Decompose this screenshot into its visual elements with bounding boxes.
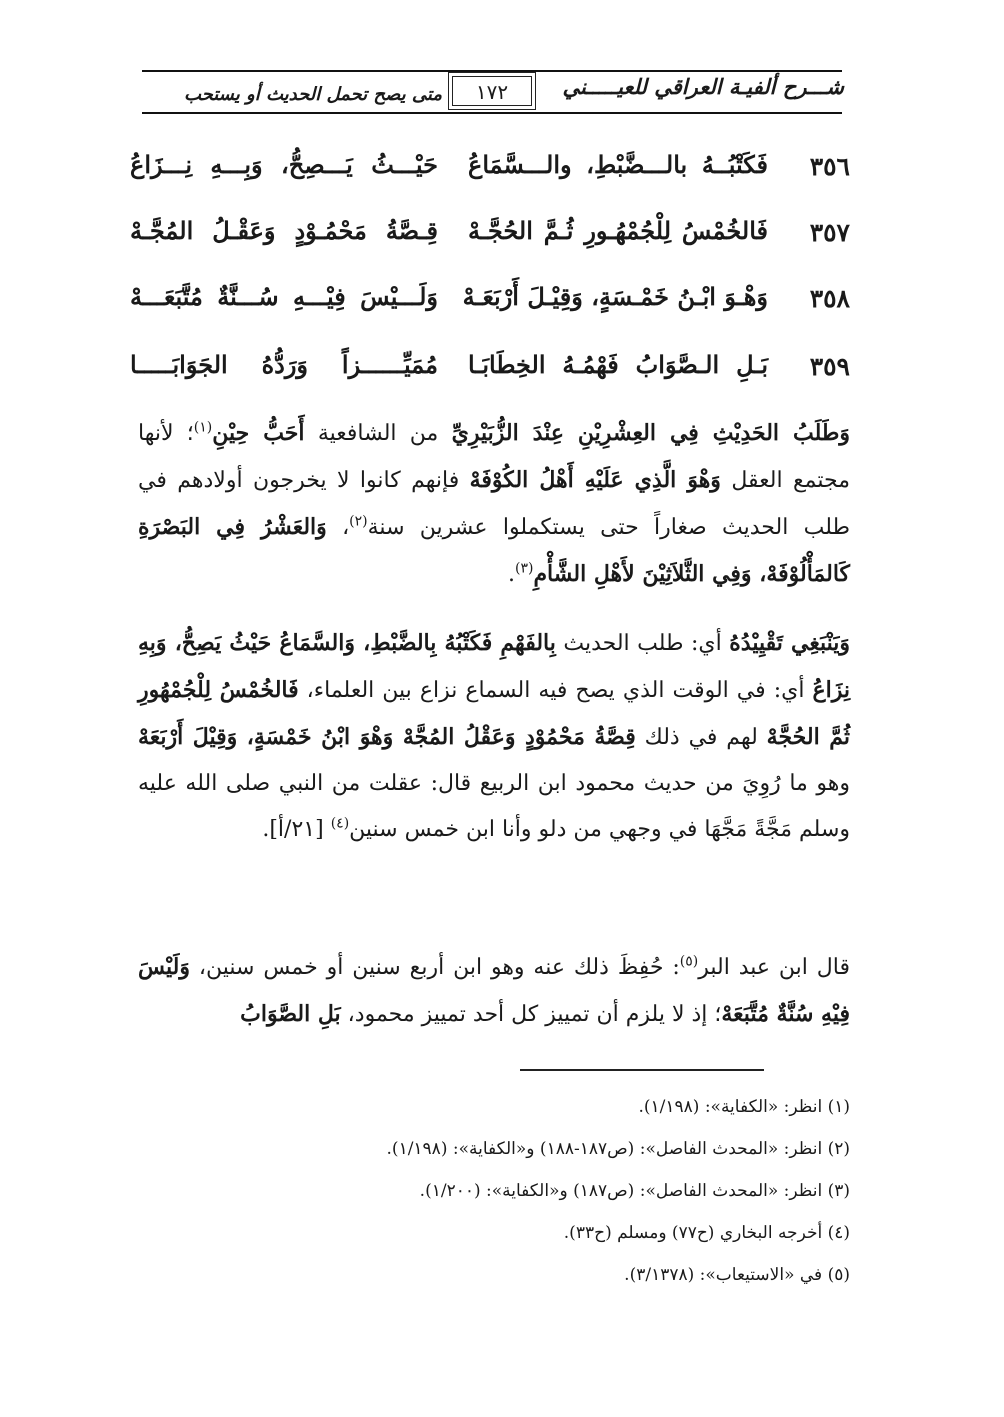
- commentary-paragraph-3: [138, 944, 850, 1038]
- commentary-text: وهو ما رُوِيَ من حديث محمود ابن الربيع قال: عقلت من النبي صلى الله عليه وسلم مَجَّةً مَجَّهَا في وجهي من دلو وأنا ابن خمس سنين: [138, 771, 850, 842]
- commentary-text: ؛ لأنها مجتمع العقل: [138, 421, 851, 493]
- footnote-separator: [520, 1069, 764, 1071]
- footnote-2: (٢) انظر: «المحدث الفاصل»: (ص١٨٧-١٨٨) و«الكفاية»: (١/١٩٨).: [386, 1139, 850, 1159]
- footnote-marker: (٥): [679, 953, 699, 970]
- verse-first-hemistich: فَكَتْبُــهُ بالـــضَّبْطِ، والـــسَّمَاعُ: [468, 150, 768, 179]
- commentary-text: : حُفِظَ ذلك عنه وهو ابن أربع سنين أو خمس سنين،: [190, 955, 680, 980]
- commentary-text: ؛ إذ لا يلزم أن تمييز كل أحد تمييز محمود،: [340, 1002, 722, 1027]
- chapter-title: متى يصح تحمل الحديث أو يستحب: [183, 84, 442, 105]
- commentary-text: ،: [326, 515, 350, 540]
- footnote-1: (١) انظر: «الكفاية»: (١/١٩٨).: [638, 1097, 850, 1117]
- verse-first-hemistich: فَالخُمْسُ لِلْجُمْهُـورِ ثُـمَّ الحُجَّـهْ: [468, 216, 768, 245]
- verse-first-hemistich: بَـلِ الـصَّوَابُ فَهْمُـهُ الخِطَابَـا: [468, 350, 768, 379]
- commentary-paragraph-2: [138, 620, 850, 853]
- footnote-marker: (٢): [349, 513, 368, 530]
- verse-number: ٣٥٦: [809, 152, 850, 181]
- quoted-verse: بَلِ الصَّوَابُ: [240, 1001, 341, 1027]
- quoted-verse: وَلَيْسَ فِيْهِ سُنَّةٌ مُتَّبَعَهْ: [138, 954, 850, 1027]
- commentary-text: لهم في ذلك: [635, 725, 767, 750]
- commentary-text: أي: طلب الحديث: [555, 631, 730, 656]
- verse-line: [130, 344, 850, 394]
- quoted-verse: وَيَنْبَغِي تَقْيِيْدُهُ: [729, 630, 851, 656]
- verse-second-hemistich: مُمَيِّــــــزاً وَرَدُّهُ الجَوَابَـــــا: [130, 350, 438, 379]
- verse-line: [130, 144, 850, 194]
- quoted-verse: أَحَبُّ حِيْنِ: [212, 420, 305, 446]
- quoted-verse: بِالفَهْمِ فَكَتْبُهُ بِالضَّبْطِ، وَالسَّمَاعُ حَيْثُ يَصِحُّ، وَبِهِ نِزَاعُ: [138, 630, 850, 703]
- verse-number: ٣٥٧: [809, 218, 850, 247]
- quoted-verse: وَطَلَبُ الحَدِيْثِ فِي العِشْرِيْنِ عِنْدَ الزُّبَيْرِيِّ: [451, 420, 851, 446]
- verse-second-hemistich: وَلَـــيْسَ فِيْـــهِ سُـــنَّةٌ مُتَّبَعَـــهْ: [130, 282, 438, 311]
- quoted-verse: قِصَّةُ مَحْمُوْدٍ وَعَقْلُ المُجَّهْ وَهْوَ ابْنُ خَمْسَةٍ، وَقِيْلَ أَرْبَعَهْ: [138, 724, 636, 750]
- quoted-verse: وَالعَشْرُ فِي البَصْرَةِ كَالمَأْلُوْفَهْ، وَفِي الثَّلاَثِيْنَ لأَهْلِ الشَّأْمِ: [138, 514, 850, 587]
- verse-number: ٣٥٩: [809, 352, 850, 381]
- verse-number: ٣٥٨: [809, 284, 850, 313]
- commentary-paragraph-1: [138, 410, 850, 598]
- footnote-marker: (٤): [330, 815, 350, 832]
- verse-first-hemistich: وَهْـوَ ابْـنُ خَمْـسَةٍ، وَقِيْـلَ أَرْبَعَـهْ: [462, 282, 768, 311]
- commentary-text: أي: في الوقت الذي يصح فيه السماع نزاع بين العلماء،: [298, 678, 813, 703]
- footnote-4: (٤) أخرجه البخاري (ح٧٧) ومسلم (ح٣٣).: [563, 1223, 850, 1243]
- verse-line: [130, 276, 850, 326]
- quoted-verse: وَهْوَ الَّذِي عَلَيْهِ أَهْلُ الكُوْفَهْ: [469, 467, 721, 493]
- verse-second-hemistich: قِـصَّةُ مَحْمُـوْدٍ وَعَقْـلُ المُجَّـهْ: [130, 216, 438, 245]
- verse-line: [130, 210, 850, 260]
- header-rule-bottom: [142, 112, 842, 114]
- book-title: شـــرح ألفيـة العراقي للعيـــــني: [562, 74, 844, 99]
- footnote-5: (٥) في «الاستيعاب»: (٣/١٣٧٨).: [624, 1265, 850, 1285]
- commentary-text: قال ابن عبد البر: [698, 955, 850, 980]
- commentary-text: فإنهم كانوا لا يخرجون أولادهم في طلب الحديث صغاراً حتى يستكملوا عشرين سنة: [138, 468, 850, 540]
- verse-second-hemistich: حَيْـــثُ يَـــصِحُّ، وَبِـــهِ نِـــزَاعُ: [130, 150, 438, 179]
- page-number: ١٧٢: [475, 80, 509, 104]
- footnote-marker: (١): [193, 419, 213, 436]
- commentary-text: [٢١/أ].: [262, 817, 331, 842]
- commentary-text: من الشافعية: [304, 421, 452, 446]
- footnote-3: (٣) انظر: «المحدث الفاصل»: (ص١٨٧) و«الكفاية»: (١/٢٠٠).: [419, 1181, 850, 1201]
- commentary-text: .: [507, 562, 515, 587]
- quoted-verse: فَالخُمْسُ لِلْجُمْهُورِ ثُمَّ الحُجَّهْ: [138, 677, 850, 750]
- footnote-marker: (٣): [514, 560, 534, 577]
